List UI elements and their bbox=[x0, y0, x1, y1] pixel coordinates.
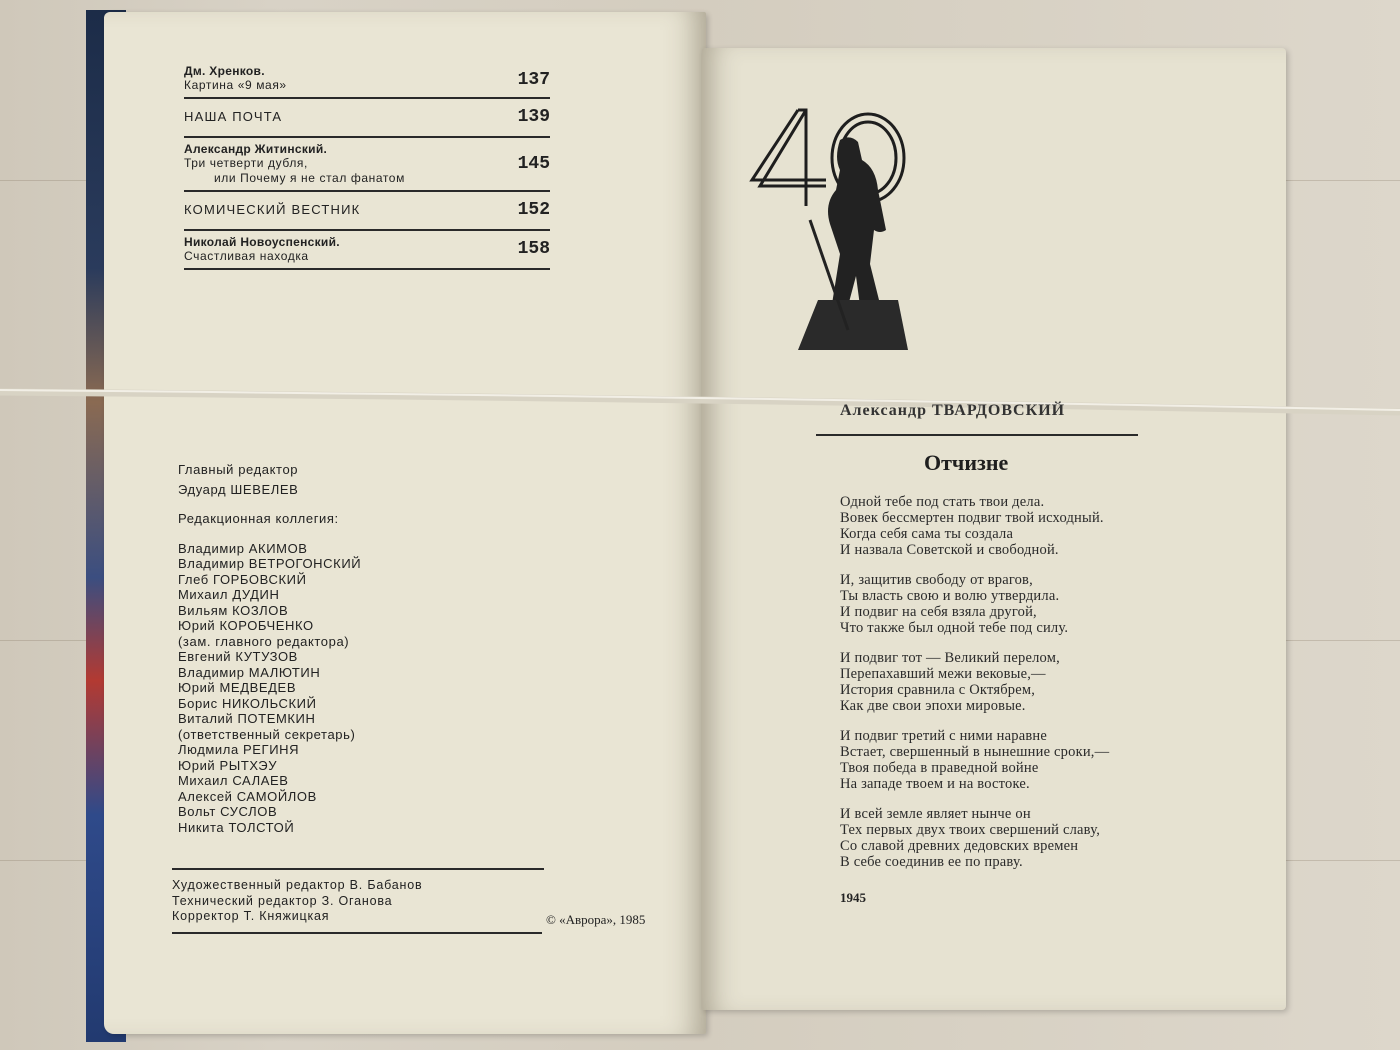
poem-line: Вовек бессмертен подвиг твой исходный. bbox=[840, 510, 1104, 526]
board-member: (зам. главного редактора) bbox=[178, 633, 350, 649]
board-member: Михаил ДУДИН bbox=[178, 587, 280, 602]
toc-author: Николай Новоуспенский. bbox=[184, 235, 340, 249]
poem-line: И, защитив свободу от врагов, bbox=[840, 572, 1033, 588]
divider bbox=[816, 434, 1138, 436]
stanza bbox=[840, 650, 1109, 714]
poem-title: Отчизне bbox=[924, 450, 1009, 475]
poem-author: Александр ТВАРДОВСКИЙ bbox=[840, 402, 1066, 419]
board-member: Глеб ГОРБОВСКИЙ bbox=[178, 571, 307, 587]
poem-line: Твоя победа в праведной войне bbox=[840, 760, 1039, 776]
toc-section: НАША ПОЧТА bbox=[184, 109, 283, 124]
table-of-contents bbox=[184, 62, 550, 270]
board-member: Юрий РЫТХЭУ bbox=[178, 757, 278, 773]
poem-line: Со славой древних дедовских времен bbox=[840, 838, 1079, 854]
board-member: Алексей САМОЙЛОВ bbox=[178, 788, 317, 804]
poem-year: 1945 bbox=[840, 890, 866, 905]
soldier-statue-icon bbox=[828, 137, 886, 307]
poem-line: Когда себя сама ты создала bbox=[840, 526, 1014, 542]
board-member: Виталий ПОТЕМКИН bbox=[178, 711, 316, 726]
credits bbox=[172, 878, 422, 925]
toc-title: Счастливая находка bbox=[184, 249, 309, 263]
poem-line: История сравнила с Октябрем, bbox=[840, 682, 1036, 698]
chief-editor-label: Главный редактор bbox=[178, 462, 299, 477]
divider bbox=[172, 932, 542, 934]
copyright: © «Аврора», 1985 bbox=[546, 912, 646, 927]
toc-author: Александр Житинский. bbox=[184, 142, 328, 156]
poem-line: Ты власть свою и волю утвердила. bbox=[840, 588, 1060, 604]
board-member: Борис НИКОЛЬСКИЙ bbox=[178, 695, 317, 711]
stanza bbox=[840, 494, 1109, 558]
poem-line: Перепахавший межи вековые,— bbox=[840, 666, 1046, 682]
divider bbox=[172, 868, 544, 870]
board-list bbox=[178, 541, 548, 836]
poem-text bbox=[840, 494, 1109, 884]
editorial-board bbox=[178, 462, 548, 835]
poem-line: И назвала Советской и свободной. bbox=[840, 542, 1059, 558]
board-member: (ответственный секретарь) bbox=[178, 726, 356, 742]
board-member: Владимир МАЛЮТИН bbox=[178, 664, 321, 680]
stanza bbox=[840, 728, 1109, 792]
board-member: Евгений КУТУЗОВ bbox=[178, 649, 298, 664]
toc-entry bbox=[184, 138, 550, 192]
board-member: Вольт СУСЛОВ bbox=[178, 804, 278, 819]
toc-page-number: 137 bbox=[517, 70, 550, 90]
board-member: Юрий МЕДВЕДЕВ bbox=[178, 680, 297, 695]
board-member: Никита ТОЛСТОЙ bbox=[178, 819, 295, 835]
toc-page-number: 152 bbox=[517, 200, 550, 220]
toc-page-number: 145 bbox=[517, 154, 550, 174]
poem-line: И подвиг третий с ними наравне bbox=[840, 728, 1047, 744]
board-member: Владимир ВЕТРОГОНСКИЙ bbox=[178, 556, 362, 571]
poem-line: И подвиг тот — Великий перелом, bbox=[840, 650, 1060, 666]
toc-entry bbox=[184, 99, 550, 138]
poem-line: Встает, свершенный в нынешние сроки,— bbox=[840, 744, 1110, 760]
toc-page-number: 158 bbox=[517, 239, 550, 259]
poem-line: На западе твоем и на востоке. bbox=[840, 776, 1030, 792]
toc-title: или Почему я не стал фанатом bbox=[214, 171, 405, 185]
toc-author: Дм. Хренков. bbox=[184, 64, 265, 78]
poem-line: И всей земле являет нынче он bbox=[840, 806, 1031, 822]
toc-entry bbox=[184, 231, 550, 270]
poem-line: И подвиг на себя взяла другой, bbox=[840, 604, 1037, 620]
credit-line: Художественный редактор В. Бабанов bbox=[172, 878, 423, 892]
board-member: Юрий КОРОБЧЕНКО bbox=[178, 618, 314, 633]
stanza bbox=[840, 806, 1109, 870]
board-member: Вильям КОЗЛОВ bbox=[178, 602, 289, 618]
toc-title: Картина «9 мая» bbox=[184, 78, 287, 92]
poem-line: Одной тебе под стать твои дела. bbox=[840, 494, 1045, 510]
stanza bbox=[840, 572, 1109, 636]
toc-section: КОМИЧЕСКИЙ ВЕСТНИК bbox=[184, 202, 361, 217]
logo-number: 40 bbox=[832, 118, 834, 119]
poem-line: Как две свои эпохи мировые. bbox=[840, 698, 1026, 714]
credit-line: Корректор Т. Княжицкая bbox=[172, 909, 330, 923]
toc-entry bbox=[184, 62, 550, 99]
toc-page-number: 139 bbox=[517, 107, 550, 127]
chief-editor-name: Эдуард ШЕВЕЛЕВ bbox=[178, 481, 299, 497]
toc-entry bbox=[184, 192, 550, 231]
toc-title: Три четверти дубля, bbox=[184, 156, 308, 170]
board-member: Людмила РЕГИНЯ bbox=[178, 742, 300, 757]
poem-line: Что также был одной тебе под силу. bbox=[840, 620, 1069, 636]
board-member: Владимир АКИМОВ bbox=[178, 540, 308, 556]
poem-line: В себе соединив ее по праву. bbox=[840, 854, 1023, 870]
poem-line: Тех первых двух твоих свершений славу, bbox=[840, 822, 1101, 838]
credit-line: Технический редактор З. Оганова bbox=[172, 893, 393, 908]
board-member: Михаил САЛАЕВ bbox=[178, 773, 289, 788]
anniversary-logo bbox=[748, 100, 918, 360]
board-label: Редакционная коллегия: bbox=[178, 511, 339, 526]
